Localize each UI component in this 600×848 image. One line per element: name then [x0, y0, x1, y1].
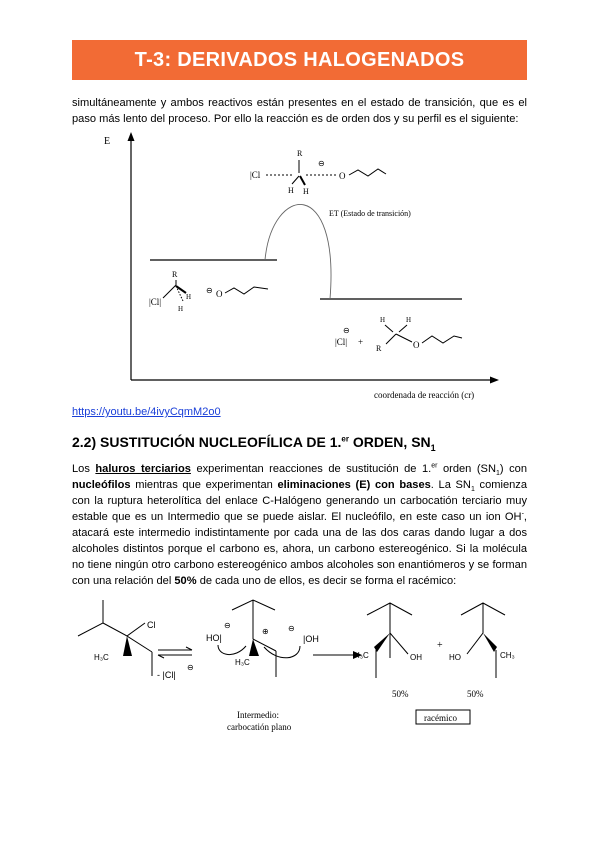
svg-text:HO: HO: [449, 653, 461, 662]
product-2-structure: [449, 603, 515, 678]
percent-2: 50%: [467, 689, 484, 699]
x-axis-label: coordenada de reacción (cr): [374, 390, 475, 400]
racemic-label: racémico: [424, 713, 457, 723]
svg-text:⊖: ⊖: [318, 159, 325, 168]
svg-text:⊖: ⊖: [206, 286, 213, 295]
svg-text:H₃C: H₃C: [354, 651, 369, 660]
ts-label: ET (Estado de transición): [329, 209, 411, 218]
percent-1: 50%: [392, 689, 409, 699]
svg-text:+: +: [437, 640, 443, 651]
y-axis-label: E: [104, 136, 111, 147]
svg-text:⊖: ⊖: [288, 624, 295, 633]
carbocation-label: carbocatión plano: [227, 722, 292, 732]
product-1-structure: [354, 603, 422, 678]
svg-text:Cl: Cl: [147, 620, 156, 630]
svg-text:⊕: ⊕: [262, 627, 269, 636]
svg-text:R: R: [297, 149, 303, 158]
svg-text:|OH: |OH: [303, 634, 319, 644]
svg-text:H: H: [380, 316, 386, 324]
substrate-structure: [78, 600, 156, 676]
svg-text:O: O: [339, 171, 346, 181]
svg-text:⊖: ⊖: [343, 326, 350, 335]
intro-paragraph: simultáneamente y ambos reactivos están presentes en el estado de transición, que es el paso más lento del proceso. Por ello la reacción es de orden dos y su perfil es el siguiente:: [72, 97, 527, 125]
svg-text:HO|: HO|: [206, 633, 222, 643]
page-title: T-3: DERIVADOS HALOGENADOS: [134, 48, 465, 71]
youtube-link[interactable]: https://youtu.be/4ivyCqmM2o0: [72, 406, 221, 418]
svg-text:H: H: [406, 316, 412, 324]
svg-text:CH₃: CH₃: [500, 651, 515, 660]
body-paragraph: Los haluros terciarios experimentan reacciones de sustitución de 1.$^{er}$ orden $(SN_1)$ con nucleófilos mientras que experimentan eliminaciones (E) con bases. La $SN_1$ comienza con la ruptura heterolítica del enlace C-Halógeno generando un carbocatión terciario muy estable que es un Intermedio que se puede aislar. El nucleófilo, en este caso un ion OH-, atacará este intermedio indistintamente por cada una de las dos caras dando lugar a dos alcoholes distintos porque el carbono es, ahora, un carbono estereogénico. Si la molécula no tiene ningún otro carbono estereogénico ambos alcoholes son enantiómeros y se forman con una relación del 50% de cada uno de ellos, es decir se forma el racémico:: [72, 462, 527, 587]
svg-text:OH: OH: [410, 653, 422, 662]
svg-text:H₃C: H₃C: [235, 658, 250, 667]
svg-text:H: H: [186, 293, 192, 301]
svg-text:R: R: [172, 270, 178, 279]
svg-text:O: O: [216, 289, 223, 299]
term-haluros: haluros terciarios: [95, 463, 191, 475]
carbocation-intermediate: [206, 600, 319, 677]
svg-text:H: H: [303, 187, 309, 196]
intermedio-label: Intermedio:: [237, 710, 279, 720]
term-nucleofilos: nucleófilos: [72, 479, 131, 491]
svg-text:⊖: ⊖: [224, 621, 231, 630]
svg-text:+: +: [358, 337, 364, 347]
term-eliminaciones: eliminaciones (E) con bases: [277, 479, 431, 491]
svg-text:|Cl|: |Cl|: [149, 297, 162, 307]
svg-text:O: O: [413, 340, 420, 350]
svg-text:- |Cl|: - |Cl|: [157, 670, 176, 680]
svg-text:|Cl: |Cl: [250, 170, 261, 180]
svg-text:H: H: [288, 186, 294, 195]
svg-text:|Cl|: |Cl|: [335, 337, 348, 347]
svg-text:R: R: [376, 344, 382, 353]
svg-text:⊖: ⊖: [187, 663, 194, 672]
svg-text:H: H: [178, 305, 184, 313]
section-heading: 2.2) SUSTITUCIÓN NUCLEOFÍLICA DE 1.$^{er}$ ORDEN, $SN_1$: [72, 434, 436, 453]
svg-text:H₃C: H₃C: [94, 653, 109, 662]
